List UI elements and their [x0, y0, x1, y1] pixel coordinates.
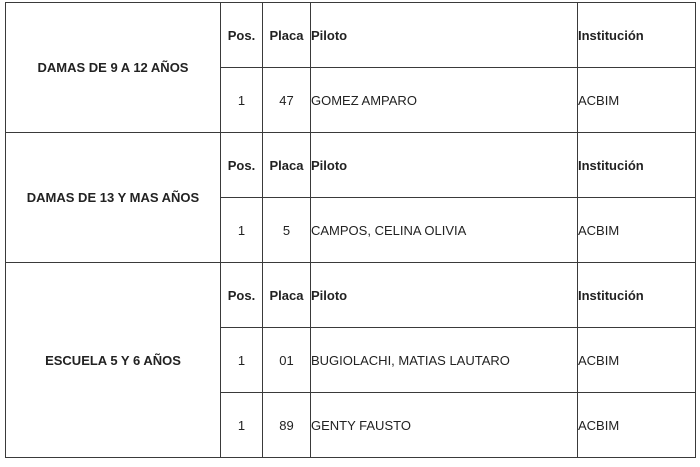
pos-header: Pos. — [221, 133, 263, 198]
placa-cell: 47 — [263, 68, 311, 133]
pos-cell: 1 — [221, 198, 263, 263]
piloto-header: Piloto — [311, 263, 578, 328]
results-table — [5, 2, 696, 458]
placa-header: Placa — [263, 263, 311, 328]
piloto-cell: GOMEZ AMPARO — [311, 68, 578, 133]
pos-cell: 1 — [221, 68, 263, 133]
institucion-header: Institución — [578, 3, 696, 68]
institucion-cell: ACBIM — [578, 328, 696, 393]
placa-header: Placa — [263, 3, 311, 68]
header-row — [6, 133, 696, 198]
piloto-cell: BUGIOLACHI, MATIAS LAUTARO — [311, 328, 578, 393]
placa-cell: 5 — [263, 198, 311, 263]
pos-cell: 1 — [221, 328, 263, 393]
category-name: DAMAS DE 13 Y MAS AÑOS — [6, 133, 221, 263]
placa-header: Placa — [263, 133, 311, 198]
placa-cell: 89 — [263, 393, 311, 458]
piloto-header: Piloto — [311, 133, 578, 198]
piloto-cell: CAMPOS, CELINA OLIVIA — [311, 198, 578, 263]
institucion-cell: ACBIM — [578, 198, 696, 263]
category-name: ESCUELA 5 Y 6 AÑOS — [6, 263, 221, 458]
placa-cell: 01 — [263, 328, 311, 393]
header-row — [6, 3, 696, 68]
pos-header: Pos. — [221, 3, 263, 68]
institucion-header: Institución — [578, 133, 696, 198]
piloto-cell: GENTY FAUSTO — [311, 393, 578, 458]
institucion-header: Institución — [578, 263, 696, 328]
institucion-cell: ACBIM — [578, 393, 696, 458]
pos-header: Pos. — [221, 263, 263, 328]
pos-cell: 1 — [221, 393, 263, 458]
category-name: DAMAS DE 9 A 12 AÑOS — [6, 3, 221, 133]
header-row — [6, 263, 696, 328]
piloto-header: Piloto — [311, 3, 578, 68]
institucion-cell: ACBIM — [578, 68, 696, 133]
